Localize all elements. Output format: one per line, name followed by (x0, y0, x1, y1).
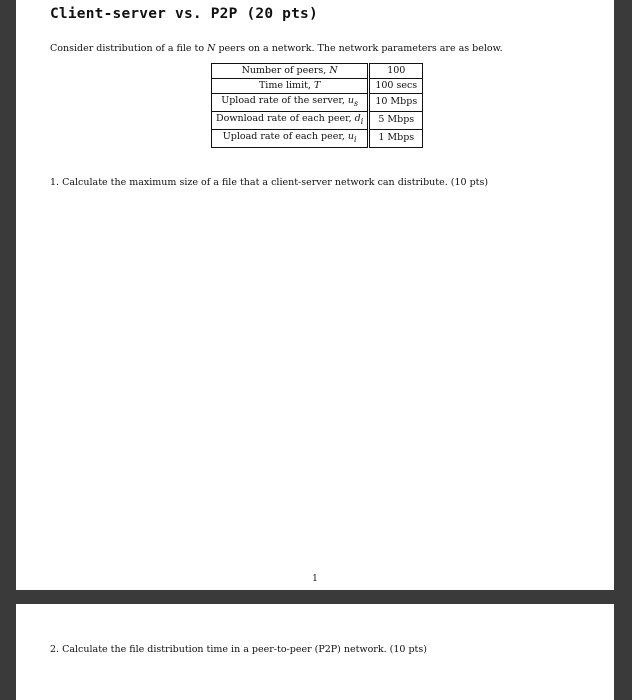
parameter-label: Number of peers, N (212, 64, 369, 79)
parameter-label: Time limit, T (212, 79, 369, 94)
intro-text-after: peers on a network. The network parameters are as below. (215, 43, 503, 54)
network-parameters-table (211, 63, 423, 148)
parameter-label: Download rate of each peer, $d_i$ (212, 111, 369, 129)
parameter-value: 5 Mbps (369, 111, 423, 129)
section-heading: Client-server vs. P2P (20 pts) (50, 6, 318, 22)
question-1: 1. Calculate the maximum size of a file that a client-server network can distribute. (10 pts) (50, 177, 489, 188)
table-row (212, 111, 423, 129)
intro-variable: N (207, 43, 216, 54)
parameter-value: 100 (369, 64, 423, 79)
table-row (212, 94, 423, 112)
parameter-label: Upload rate of each peer, $u_i$ (212, 129, 369, 147)
parameter-value: 1 Mbps (369, 129, 423, 147)
table-row (212, 129, 423, 147)
table-row (212, 79, 423, 94)
parameter-value: 100 secs (369, 79, 423, 94)
document-page-1 (16, 0, 614, 590)
page-number: 1 (312, 574, 318, 584)
question-2: 2. Calculate the file distribution time in a peer-to-peer (P2P) network. (10 pts) (50, 644, 427, 655)
parameter-label: Upload rate of the server, $u_s$ (212, 94, 369, 112)
document-page-2 (16, 604, 614, 700)
parameter-value: 10 Mbps (369, 94, 423, 112)
table-row (212, 64, 423, 79)
intro-paragraph (50, 43, 503, 54)
intro-text-before: Consider distribution of a file to (50, 43, 208, 54)
